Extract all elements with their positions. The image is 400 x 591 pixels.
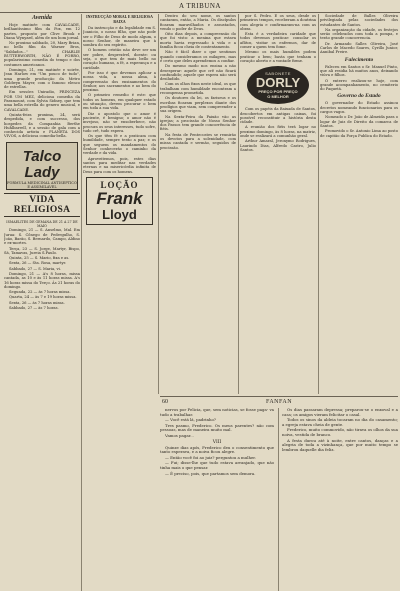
column-rule <box>318 14 319 394</box>
ad-line: Lloyd <box>102 206 137 222</box>
ad-line: Frank <box>96 188 143 208</box>
ad-subtitle: FORMULA MEDICINAL ANTISEPTICO E ASSIMILAVEL <box>7 180 77 189</box>
dorly-logo <box>247 66 309 104</box>
column-5 <box>320 14 398 404</box>
paragraph: Domingo, 21 — S. Anselmo, Mal. Em Jurua: S. Cônego de Pedregulho, S. João, Barão, S. Bernardo, Campo, Aldino e ex-mortes. <box>4 228 80 246</box>
paragraph: Quarta, 24 — às 7 e 19 horas missa. <box>9 295 77 300</box>
paragraph: Sabbado, 27 — S. Maria, vi. <box>9 266 61 271</box>
vida-religiosa-subtitle: ISMAELITES DE GEMANA DE 21 A 27 DE MAIO <box>6 219 78 229</box>
paragraph: Diz o apostolo que o amor é paciente, é benigno; o amor não é invejoso, não se ensoberbece, não procura os seus interesses, tudo sofre, tudo crê, tudo espera. <box>83 111 156 133</box>
article-continuation <box>160 14 236 150</box>
paragraph: O governador do Estado assinou decretos nomeando funcionarios para os cargos vagos. <box>320 101 398 115</box>
paragraph: Da instrucção e da legalidade em S. Joanicio, o nosso filho, que não pode ser o Filho de Deus de modo algum, o nosso Senhor, de maneira que à sombra do seu espírito. <box>83 26 156 48</box>
paragraph: — Fui; disse-lhe que tudo estava arranjado, que não tinha mais o que pensar. <box>160 460 274 470</box>
section-heading-falecimento: Falecimento <box>344 56 374 63</box>
ad-line: O MELHOR <box>267 94 289 100</box>
paragraph: Todos os sinos da aldeia tocaram no dia do casamento; a egreja estava cheia de gente. <box>282 417 398 427</box>
section-heading-avenida: Avenida <box>32 15 52 21</box>
paragraph: Oito dias depois, a compreensão do que foi visto: a menina que estava morta havia regressado à vida e a família ficou cheia de contentamento. <box>160 32 236 50</box>
column-2 <box>83 14 156 591</box>
column-rule <box>278 408 279 591</box>
paragraph: O primeiro remedio é este: que todos os homens, em qualquer estado ou situação, devem procurar o bem em toda a sua vida. <box>83 93 156 111</box>
paragraph: A reunião dos fiéis terá logar no proximo domingo, às 8 horas, na matriz, onde se realizará a comunhão geral. <box>240 125 316 139</box>
column-1 <box>4 14 80 591</box>
paragraph: O enterro realizou-se hoje, com grande acompanhamento, no cemiterio do Paquetá. <box>320 78 398 92</box>
paragraph: Arthur Amaral, Jeronymo Rodrigues, Laurindo Dias, Alfredo Castro, Julio Santos. <box>240 139 316 152</box>
paragraph: Não é fácil dizer o que sentimos quando consideramos os milagres, mas é certo que deles aprendemos a confiar. <box>160 50 236 63</box>
paragraph: Esta é a verdadeira caridade que todos devemos praticar: consolar os aflitos, visitar os enfermos, dar de comer a quem tem fome. <box>240 32 316 50</box>
paragraph: Sabbado, 27 — às 7 horas. <box>9 306 59 311</box>
governo-article <box>320 101 398 137</box>
paragraph: Quinta-feira proxima, 24, será despedida, e com successo, dos hospedes da Companhia Berthe Huhlbarrell, e a sessão de gala com a conhecida artista e PLANETA DOS VIVOS, a deliciosa comedia-bella. <box>4 112 80 139</box>
ad-line: LOÇÃO <box>100 179 139 190</box>
paragraph: Hoje matinée com CAVALCADE, brilhantíssimo film da Fox, em 12 partes, proposto por Clive Brook e Diana Wynyard, além de um bom jornal. <box>4 23 80 40</box>
talco-lady-advertisement <box>6 142 78 190</box>
paragraph: por S. Pedro. E os seus, desde os primeiros tempos, receberam a doutrina com alegria e confirmaram-na com as obras. <box>240 14 316 31</box>
dorly-soap-advertisement <box>244 66 312 104</box>
vida-religiosa-article <box>4 228 80 310</box>
fanfan-serial <box>160 396 398 591</box>
ad-line: PREÇO POR PREÇO <box>258 89 298 95</box>
page-number: 60 <box>162 399 168 405</box>
paragraph: Quinta, 25 — S. Mario, fixa e as. <box>9 256 70 261</box>
paragraph: Sociedade de Balles Oliveira privilegiada pelas sociedades dos estudantes de Santos. <box>320 14 398 27</box>
article-continuation <box>240 14 316 63</box>
paragraph: Na organização da cidade, os festejos serão celebrados com toda a pompa, e terão grande concorrencia. <box>320 27 398 41</box>
paragraph: — Então você foi ao juiz? perguntou a mulher. <box>165 454 256 460</box>
paragraph: Os dias passaram depressa; preparou-se o enxoval e a casa; os amigos vieram felicitar o casal. <box>282 407 398 417</box>
paragraph: Dentro do seu nome, os santos cantaram, então, a Maria. Os discípulos ficaram maravilhados e assustados, vendo o poder de Deus. <box>160 14 236 31</box>
paragraph: Do mesmo modo nos ensina a não desesperar: aquele que crê não ficará confundido; aquele que espera não será desiludido. <box>160 64 236 82</box>
column-rule <box>238 14 239 394</box>
column-rule <box>81 14 82 591</box>
paragraph: Com os olhos fixos neste ideal, os que trabalham com humildade encontram a recompensa prometida. <box>160 82 236 96</box>
paragraph: Com os papéis da Baixada de Santos, descobertos em antigas caixas, foi possível reconstituir a história desta cidade. <box>240 107 316 125</box>
paragraph: Promovido o Sr. Antonio Lima ao posto de capitão da Força Publica do Estado. <box>320 129 398 138</box>
avenida-article <box>4 23 80 139</box>
ad-brand: Talco Lady <box>22 147 62 181</box>
paragraph: Sexta, 26 — às 7 horas missa. <box>9 300 65 305</box>
article-text <box>320 14 398 55</box>
column-3 <box>160 14 236 404</box>
serial-title: FANFAN <box>265 399 293 405</box>
paragraph: — É preciso, pois, que partamos sem demora. <box>165 470 256 476</box>
article-text <box>240 107 316 152</box>
paragraph: Nomeado o Dr. João de Almeida para o logar de Juiz de Direito da comarca de Santos. <box>320 115 398 128</box>
paragraph: nervos por Felicia, que, sem noticias, se fosse paga- va tudo a trabalhar. <box>160 407 274 417</box>
section-heading-governo: Governo do Estado <box>337 93 381 100</box>
paragraph: Na Sexta-Feira da Paixão vão as igrejas; a procissão de Nosso Senhor dos Passos tem grande concorrência de fiéis. <box>160 114 236 132</box>
column-rule <box>158 14 159 394</box>
instruccao-article <box>83 26 156 174</box>
paragraph: No proximo sabbado, 20, Mary Brian, no bello film da Warner Bros, "Sablados..." CHARLIE BUTTERWORTH, NÃO É FORRO, popularissimo comedia do tempo e dos costumes americanos. <box>4 41 80 67</box>
column-4 <box>240 14 316 404</box>
paragraph: Vamos pagar... <box>165 432 194 438</box>
paragraph: Os que têm fé e a praticam com humildade, sempre terão a paz; e os que seguem os mandamentos do Senhor conhecerão o caminho da verdade e da vida. <box>83 134 156 156</box>
paragraph: Os doutores da lei, os fariseus e os escribas ficaram perplexos diante dos prodígios que viam, sem compreender a sua origem. <box>160 96 236 114</box>
serial-right-column <box>282 408 398 453</box>
paragraph: Faleceu em Santos o Sr. Manuel Pinto, que ali residia há muitos anos, deixando viúva e filhos. <box>320 64 398 78</box>
ad-brand: DORLY <box>255 75 301 91</box>
paragraph: Frederico, muito commovido, não tirava os olhos da sua noiva, vestida de branco. <box>282 427 398 437</box>
chapter-number: VIII <box>212 439 222 445</box>
paragraph: — Você está lá, padrinho? <box>165 417 216 423</box>
paragraph: Domingo, 21, em matinée e soirée, Jean Harlow em "Um pouco de tudo", uma grande producção da Metro Goldwyn Mayer, com o famoso elenco de estrellas. <box>4 67 80 90</box>
paragraph: Aproveitemos, pois, estes dias santos para meditar nas verdades eternas e na misericórdia infinita de Deus para com os homens. <box>83 156 156 174</box>
paragraph: Segunda, 22 — às 7 horas missa. <box>9 290 71 295</box>
serial-left-column <box>160 408 274 477</box>
paragraph: O homem cristão não deve ser um ser pobre, desprezível, doente: ou seja, o que tem de mais bello no coração humano, a fé, a esperança e a caridade. <box>83 48 156 70</box>
paragraph: Em sessões Uniradio, PRINCEZA POR UM MEZ, deliciosa comedia da Paramount, com Sylvia Sidney, que tem uma bella estrella do genero musical, e CAVALCADE. <box>4 90 80 112</box>
ad-line: SABONETE <box>265 71 291 77</box>
serial-header <box>160 397 398 407</box>
paragraph: Dr. Armando Salles Oliveira, José Carlos de Macedo Soares, Cyrillo Junior, Annibal Freire. <box>320 41 398 55</box>
paragraph: A festa durou até à noite, entre cantos, danças e a alegria de toda a vizinhança, que por muito tempo se lembrou daquelle dia feliz. <box>282 437 398 452</box>
paragraph: Por isso é que devemos aplicar a nossa vida, a nossa alma, à compreensão dos ensinamentos do Senhor, aos sacramentos e ao bem do proximo. <box>83 70 156 93</box>
paragraph: Sexta, 26 — Sta. Rosa, martyr. <box>9 261 67 266</box>
page-masthead: A TRIBUNA <box>0 0 400 13</box>
paragraph: Mesmo os mais humildes podem praticar o bem; basta que tenham o coração aberto e a vontade firme. <box>240 50 316 63</box>
paragraph: Terça, 23 — S. Jorge, Martyr, Bispo, Sá, Tamavas, Jureia S.Paulo. <box>4 246 80 255</box>
vida-religiosa-title: VIDA RELIGIOSA <box>4 193 80 217</box>
paragraph: Tres pasmo, Frederico. Os meus parentes? não com pessoas, mas de maneira muito mal. <box>160 422 274 433</box>
article-title: INSTRUCÇÃO MORAL E RELIGIOSA BAIXA <box>86 15 153 24</box>
locao-frank-lloyd-advertisement <box>86 177 153 225</box>
paragraph: Domingo, 21 — A's 8 horas, missa cantada, as 10 e às 11 horas missa. A's 16 horas missa do Terço. Às 21 horas do domingo. <box>4 271 80 289</box>
falecimento-article <box>320 65 398 92</box>
paragraph: Na festa de Pentecostes se reunirão os devotos para a solenidade, com missa cantada e sermão, seguidos de procissão. <box>160 132 236 150</box>
paragraph: Quinze dias após, Frederico deu o consentimento que tanto esperava, e a noiva ficou alegre. <box>160 444 274 455</box>
